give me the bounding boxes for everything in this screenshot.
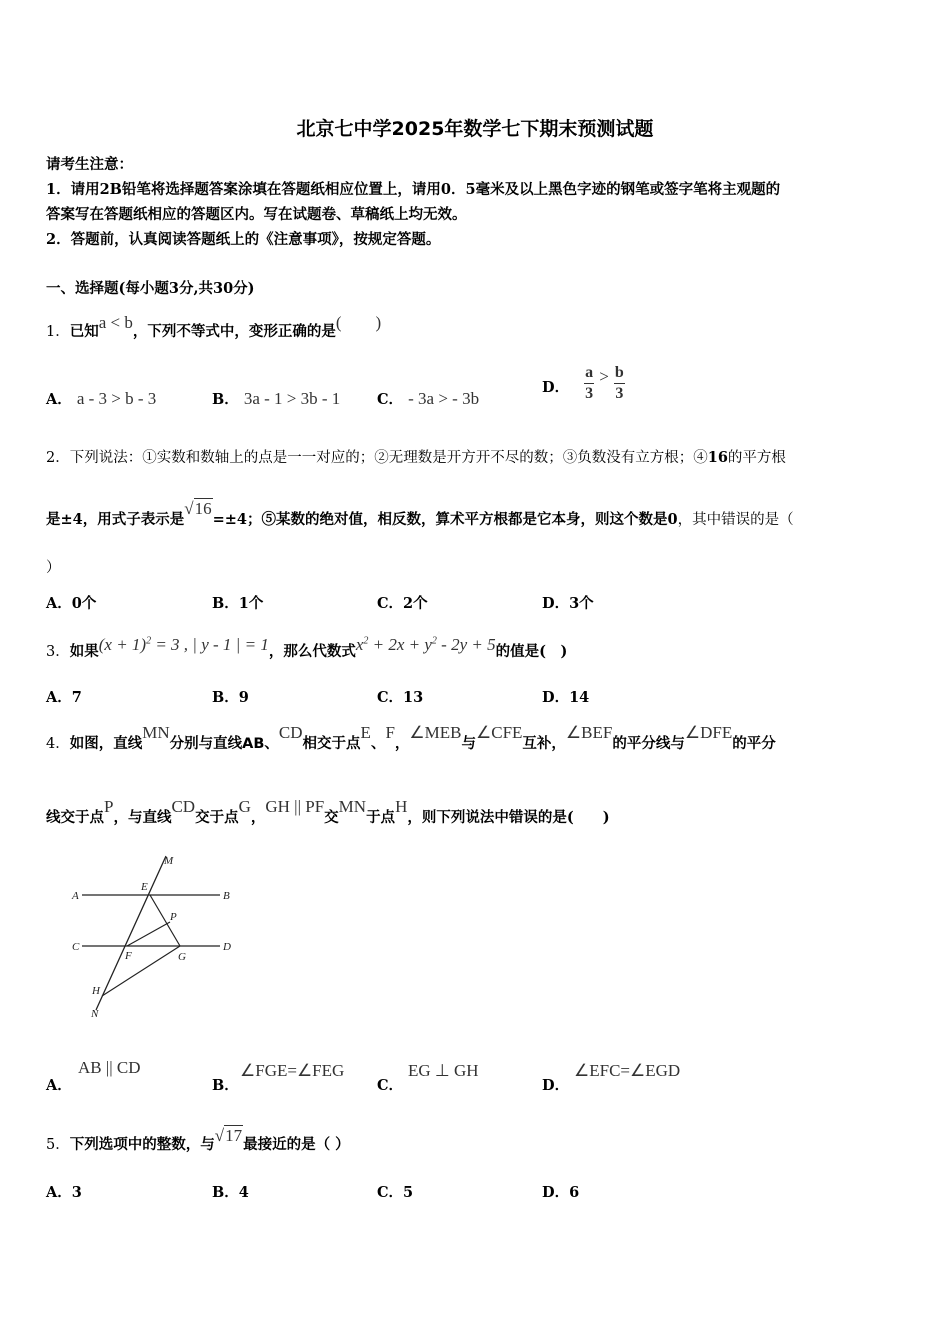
- q5-sqrt: √17: [214, 1126, 243, 1145]
- q1-condition: a < b: [98, 313, 133, 332]
- q5-option-b: B．4: [212, 1184, 249, 1201]
- q3-expr2: $x^2 + 2x + y^2 - 2y + 5$: [355, 635, 496, 654]
- q4-option-a: AB || CD: [78, 1058, 141, 1077]
- label-a: A: [72, 890, 79, 902]
- label-f: F: [125, 950, 132, 962]
- q3-option-d: D．14: [542, 689, 590, 706]
- notice-line1a: 1．请用2B铅笔将选择题答案涂填在答题纸相应位置上，请用0．5毫米及以上黑色字迹的钢笔或签字笔将主观题的: [46, 181, 781, 198]
- notice-heading: 请考生注意：: [46, 156, 133, 173]
- q4-line1: 4．如图，直线MN分别与直线AB、CD相交于点E、F，∠MEB与∠CFE互补，∠BEF的平分线与∠DFE的平分: [46, 723, 776, 752]
- label-e: E: [141, 881, 148, 893]
- q2-line2: 是±4，用式子表示是√16=±4；⑤某数的绝对值，相反数，算术平方根都是它本身，则这个数是0，其中错误的是（: [46, 499, 794, 528]
- segment-fp: [127, 922, 170, 946]
- q4-option-c: EG ⊥ GH: [408, 1061, 479, 1080]
- q1-paren: ( ): [335, 313, 382, 332]
- page-title: 北京七中学2025年数学七下期末预测试题: [296, 118, 654, 140]
- q2-option-c: C．2个: [377, 595, 428, 612]
- q4-option-d-label: D．: [542, 1077, 570, 1094]
- q1-option-b: B． 3a - 1 > 3b - 1: [212, 389, 341, 408]
- q5-stem: 5．下列选项中的整数，与√17最接近的是（ ）: [46, 1126, 350, 1153]
- q5-option-d: D．6: [542, 1184, 580, 1201]
- q2-option-d: D．3个: [542, 595, 594, 612]
- q3-expr1: $(x + 1)^2 = 3$ , | y - 1 | = 1: [98, 635, 269, 654]
- q4-geometry-figure: [60, 850, 250, 1025]
- q4-option-b-label: B．: [212, 1077, 239, 1094]
- notice-line2: 2．答题前，认真阅读答题纸上的《注意事项》，按规定答题。: [46, 231, 441, 248]
- q4-line2: 线交于点P，与直线CD交于点G，GH || PF交MN于点H，则下列说法中错误的是( ): [46, 797, 610, 826]
- q3-option-b: B．9: [212, 689, 249, 706]
- q5-option-a: A．3: [46, 1184, 82, 1201]
- q3-stem: 3．如果$(x + 1)^2 = 3$ , | y - 1 | = 1，那么代数式$x^2 + 2x + y^2 - 2y + 5$的值是( ): [46, 635, 568, 660]
- label-b: B: [223, 890, 230, 902]
- q2-sqrt: √16: [184, 499, 212, 518]
- q4-option-b: ∠FGE=∠FEG: [240, 1061, 345, 1080]
- label-p: P: [170, 911, 177, 923]
- q4-option-c-label: C．: [377, 1077, 404, 1094]
- label-g: G: [178, 951, 186, 963]
- q3-option-a: A．7: [46, 689, 82, 706]
- q1-stem: 1．已知a < b，下列不等式中，变形正确的是( ): [46, 313, 382, 340]
- q4-option-d: ∠EFC=∠EGD: [574, 1061, 681, 1080]
- q2-option-a: A．0个: [46, 595, 97, 612]
- label-d: D: [223, 941, 231, 953]
- q1-option-d: D． $\frac{a}{3}$ > $\frac{b}{3}$: [542, 364, 624, 402]
- section-heading: 一、选择题(每小题3分,共30分): [46, 280, 255, 297]
- q2-line1: 2．下列说法：①实数和数轴上的点是一一对应的；②无理数是开方开不尽的数；③负数没有立方根；④16的平方根: [46, 449, 786, 466]
- q1-option-c: C． - 3a > - 3b: [377, 389, 480, 408]
- q3-option-c: C．13: [377, 689, 424, 706]
- q2-line3: ）: [46, 560, 61, 576]
- q1-option-a: A． a - 3 > b - 3: [46, 389, 157, 408]
- q2-option-b: B．1个: [212, 595, 264, 612]
- label-m: M: [164, 855, 174, 867]
- notice-line1b: 答案写在答题纸相应的答题区内。写在试题卷、草稿纸上均无效。: [46, 206, 467, 223]
- line-mn: [96, 856, 166, 1010]
- q4-option-a-label: A．: [46, 1077, 72, 1094]
- label-n: N: [91, 1008, 99, 1020]
- label-c: C: [72, 941, 80, 953]
- q5-option-c: C．5: [377, 1184, 414, 1201]
- label-h: H: [92, 985, 100, 997]
